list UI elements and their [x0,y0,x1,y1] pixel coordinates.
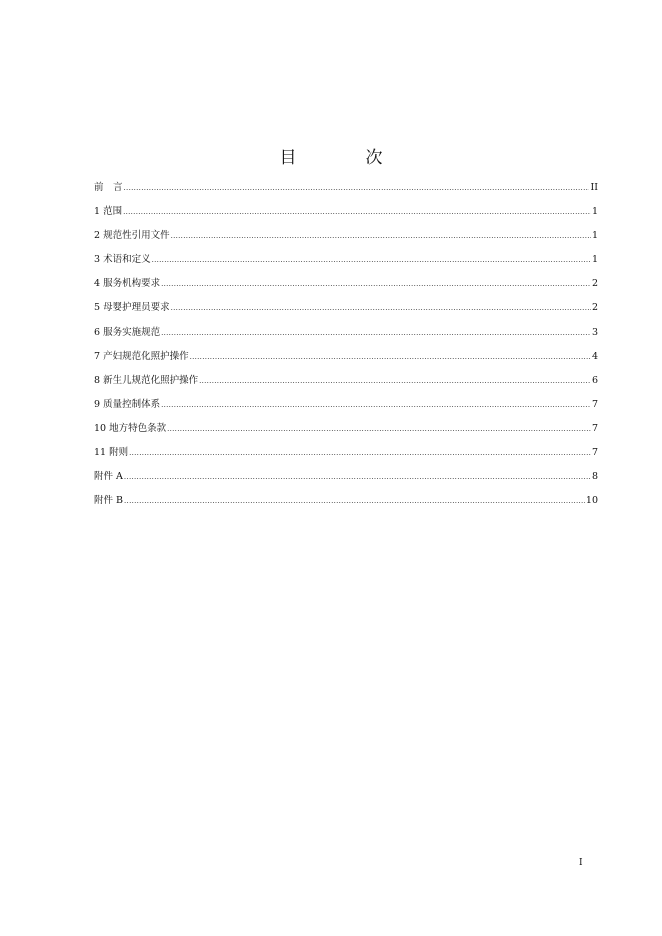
toc-entry[interactable] [94,422,598,446]
toc-entry[interactable] [94,181,598,205]
toc-dot-leader [124,494,585,508]
toc-entry-label: 4 服务机构要求 [94,278,161,290]
toc-dot-leader [124,470,591,484]
toc-entry-label: 2 规范性引用文件 [94,230,170,242]
toc-entry-label: 附件 B [94,495,124,507]
toc-dot-leader [129,446,591,460]
toc-entry[interactable] [94,374,598,398]
toc-entry-label: 1 范围 [94,206,123,218]
toc-entry[interactable] [94,350,598,374]
toc-entry[interactable] [94,398,598,422]
toc-entry-page: 1 [591,230,598,242]
toc-entry-label: 9 质量控制体系 [94,398,161,410]
toc-entry-label: 8 新生儿规范化照护操作 [94,374,199,386]
toc-entry-page: 7 [591,398,598,410]
toc-entry-label: 5 母婴护理员要求 [94,302,170,314]
toc-entry-label: 7 产妇规范化照护操作 [94,350,189,362]
toc-dot-leader [171,229,591,243]
toc-entry-page: 6 [591,374,598,386]
toc-entry[interactable] [94,277,598,301]
toc-dot-leader [167,422,591,436]
toc-entry-page: 1 [591,254,598,266]
toc-entry[interactable] [94,446,598,470]
toc-dot-leader [190,350,591,364]
toc-entry-label: 6 服务实施规范 [94,326,161,338]
toc-entry-page: 4 [591,350,598,362]
toc-dot-leader [161,326,591,340]
toc-entry-page: II [590,182,598,193]
toc-entry[interactable] [94,229,598,253]
toc-dot-leader [152,253,591,267]
toc-entry-label: 前 言 [94,182,123,193]
toc-dot-leader [161,277,591,291]
toc-dot-leader [171,301,591,315]
toc-entry-page: 3 [591,326,598,338]
toc-entry[interactable] [94,494,598,518]
toc-entry-label: 3 术语和定义 [94,254,151,266]
toc-dot-leader [199,374,591,388]
table-of-contents [94,181,598,518]
toc-dot-leader [124,181,590,195]
toc-entry-label: 11 附则 [94,447,129,459]
toc-entry[interactable] [94,326,598,350]
toc-entry-label: 10 地方特色条款 [94,422,167,434]
toc-entry[interactable] [94,301,598,325]
toc-entry-page: 1 [591,206,598,218]
toc-entry[interactable] [94,205,598,229]
toc-dot-leader [161,398,591,412]
toc-entry-label: 附件 A [94,471,123,483]
toc-entry[interactable] [94,470,598,494]
toc-entry-page: 2 [591,278,598,290]
toc-entry-page: 7 [591,422,598,434]
toc-entry-page: 7 [591,447,598,459]
toc-entry-page: 2 [591,302,598,314]
toc-dot-leader [123,205,591,219]
toc-entry[interactable] [94,253,598,277]
page-title: 目 次 [279,148,409,169]
toc-entry-page: 8 [591,471,598,483]
toc-entry-page: 10 [585,495,598,507]
page-number: I [579,858,583,868]
